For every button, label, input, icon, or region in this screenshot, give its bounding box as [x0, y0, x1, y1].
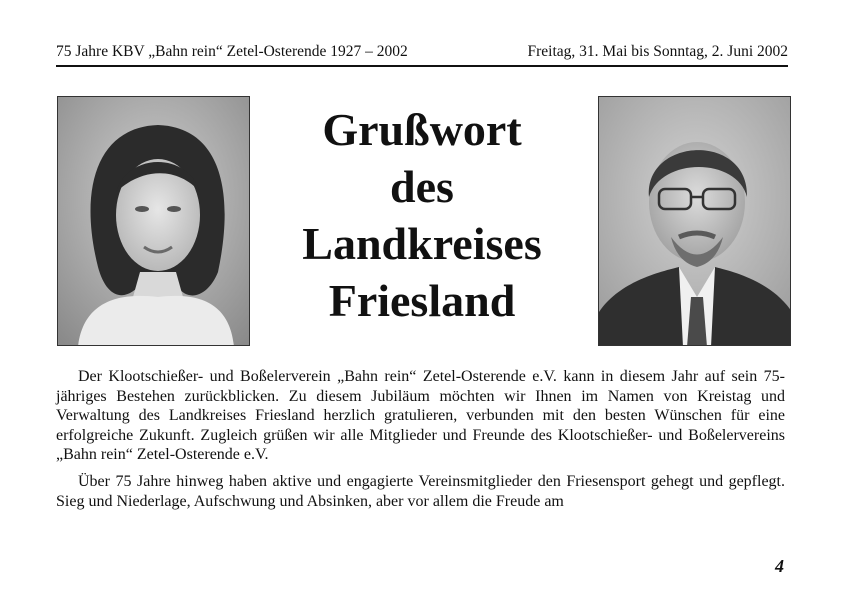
title-line-1: Grußwort	[322, 104, 522, 155]
title-line-4: Friesland	[328, 275, 516, 326]
portrait-photo-woman	[57, 96, 250, 346]
header-rule	[56, 65, 788, 67]
page-title	[272, 101, 572, 329]
title-line-2: des	[390, 161, 454, 212]
title-line-3: Landkreises	[302, 218, 542, 269]
body-text	[56, 367, 785, 518]
portrait-photo-man	[598, 96, 791, 346]
paragraph-1: Der Klootschießer- und Boßelerverein „Bahn rein“ Zetel-Osterende e.V. kann in diesem Jahr auf sein 75-jähriges Bestehen zurückblicken. Zu diesem Jubiläum möchten wir Ihnen im Namen von Kreistag und Verwaltung des Landkreises Friesland herzlich gratulieren, verbunden mit den besten Wünschen für eine erfolgreiche Zukunft. Zugleich grüßen wir alle Mitglieder und Freunde des Klootschießer- und Boßelervereins „Bahn rein“ Zetel-Osterende e.V.	[56, 368, 785, 464]
header-left-text: 75 Jahre KBV „Bahn rein“ Zetel-Osterende 1927 – 2002	[56, 43, 408, 60]
page-number: 4	[775, 556, 784, 576]
paragraph-2: Über 75 Jahre hinweg haben aktive und engagierte Vereinsmitglieder den Friesensport gehegt und gepflegt. Sieg und Niederlage, Aufschwung und Absinken, aber vor allem die Freude am	[56, 472, 785, 510]
page-header	[56, 43, 788, 61]
header-right-text: Freitag, 31. Mai bis Sonntag, 2. Juni 2002	[527, 43, 788, 60]
